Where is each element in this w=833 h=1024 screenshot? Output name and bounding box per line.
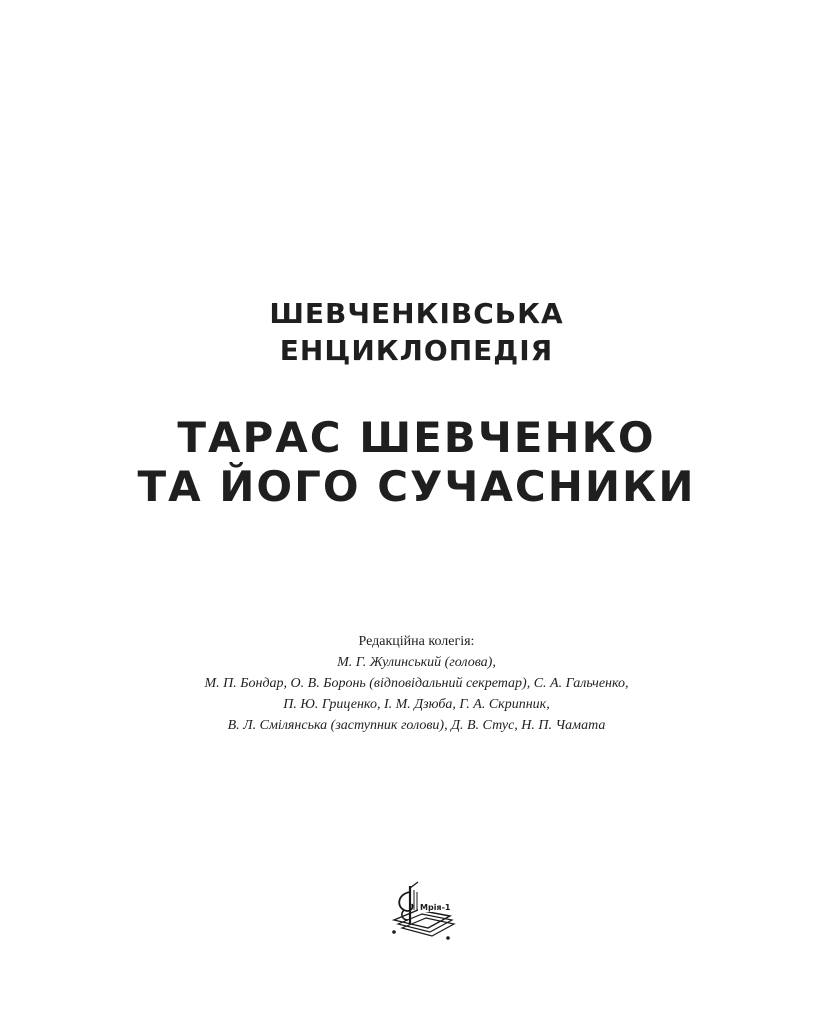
book-title-line-2: ТА ЙОГО СУЧАСНИКИ (137, 462, 696, 511)
editorial-board-heading: Редакційна колегія: (358, 634, 475, 649)
editorial-board-line: П. Ю. Гриценко, І. М. Дзюба, Г. А. Скрипник, (283, 697, 550, 712)
series-title-line-1: ШЕВЧЕНКІВСЬКА (269, 297, 564, 330)
svg-text:Мрія-1: Мрія-1 (420, 903, 451, 912)
editorial-board-line: М. П. Бондар, О. В. Боронь (відповідальний секретар), С. А. Гальченко, (204, 676, 629, 691)
editorial-board-line: М. Г. Жулинський (голова), (337, 655, 496, 670)
book-title-line-1: ТАРАС ШЕВЧЕНКО (177, 413, 656, 462)
series-title-line-2: ЕНЦИКЛОПЕДІЯ (279, 334, 554, 367)
editorial-board-line: В. Л. Смілянська (заступник голови), Д. В. Стус, Н. П. Чамата (227, 718, 606, 733)
publisher-logo-icon (388, 880, 458, 944)
